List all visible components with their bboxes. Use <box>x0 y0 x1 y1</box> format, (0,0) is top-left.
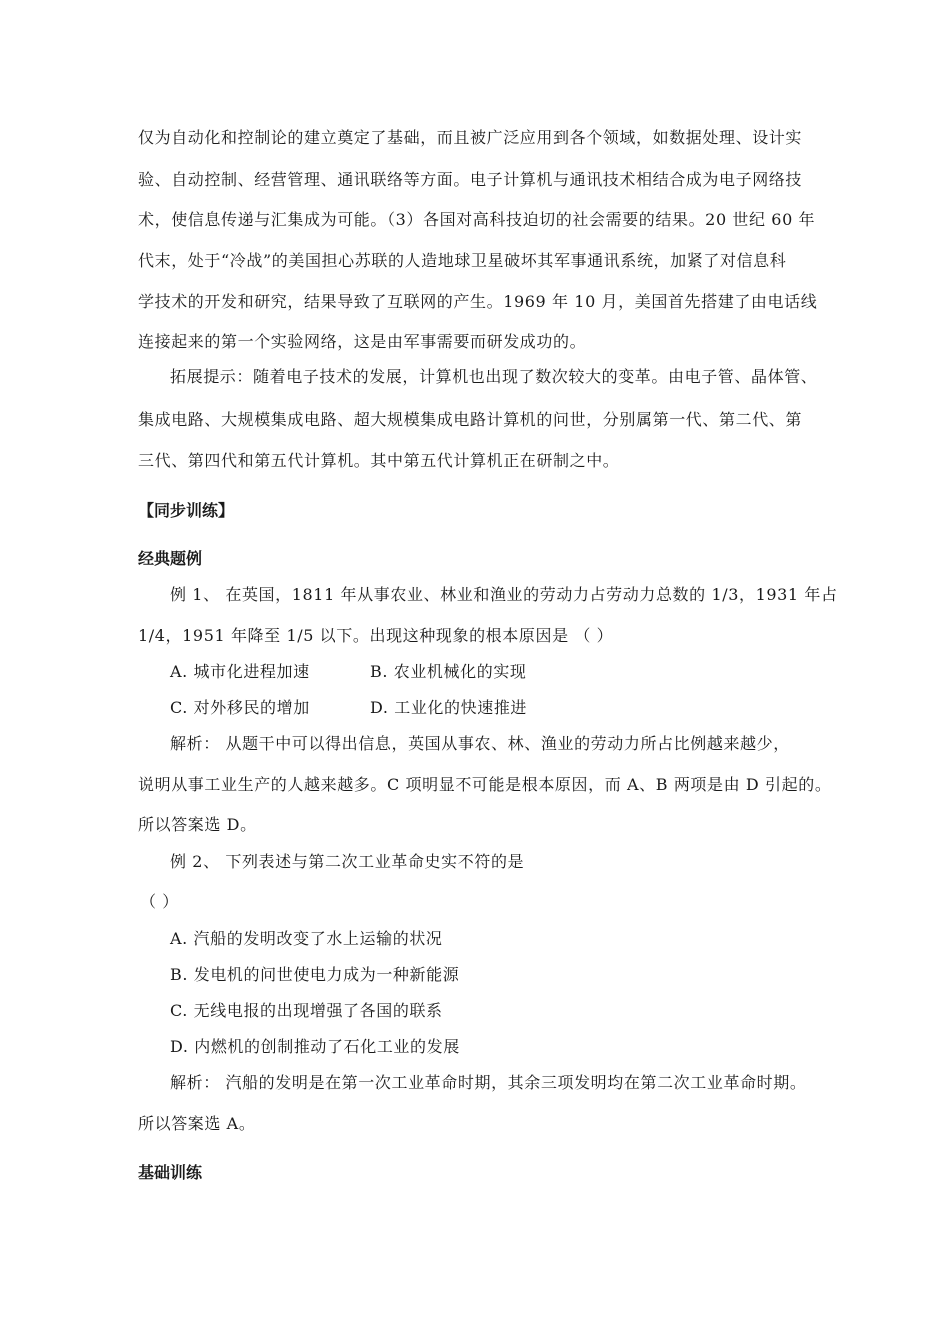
extension-line: 拓展提示：随着电子技术的发展，计算机也出现了数次较大的变革。由电子管、晶体管、 <box>170 367 818 386</box>
intro-line: 学技术的开发和研究，结果导致了互联网的产生。1969 年 10 月，美国首先搭建了由电话线 <box>138 292 818 311</box>
classic-examples-title: 经典题例 <box>138 549 203 568</box>
extension-line: 集成电路、大规模集成电路、超大规模集成电路计算机的问世，分别属第一代、第二代、第 <box>138 410 803 429</box>
intro-line: 连接起来的第一个实验网络，这是由军事需要而研发成功的。 <box>138 332 587 351</box>
example2-answer-paren: （ ） <box>140 892 179 911</box>
example1-option-d: D. 工业化的快速推进 <box>370 698 528 717</box>
example2-analysis-line: 解析： 汽船的发明是在第一次工业革命时期，其余三项发明均在第二次工业革命时期。 <box>170 1073 807 1092</box>
intro-line: 术，使信息传递与汇集成为可能。（3）各国对高科技迫切的社会需要的结果。20 世纪 60 年 <box>138 210 816 229</box>
intro-line: 验、自动控制、经营管理、通讯联络等方面。电子计算机与通讯技术相结合成为电子网络技 <box>138 170 803 189</box>
example2-option-d: D. 内燃机的创制推动了石化工业的发展 <box>170 1037 460 1056</box>
example1-option-a: A. 城市化进程加速 <box>170 662 310 681</box>
basic-training-title: 基础训练 <box>138 1163 203 1182</box>
example1-question-line: 例 1、 在英国，1811 年从事农业、林业和渔业的劳动力占劳动力总数的 1/3，1931 年占 <box>170 585 838 604</box>
section-title: 【同步训练】 <box>138 501 235 520</box>
intro-line: 代末，处于“冷战”的美国担心苏联的人造地球卫星破坏其军事通讯系统，加紧了对信息科 <box>138 251 787 270</box>
example2-option-a: A. 汽船的发明改变了水上运输的状况 <box>170 929 443 948</box>
example1-option-c: C. 对外移民的增加 <box>170 698 310 717</box>
example1-option-b: B. 农业机械化的实现 <box>370 662 527 681</box>
example1-question-line: 1/4，1951 年降至 1/5 以下。出现这种现象的根本原因是 （ ） <box>138 626 614 645</box>
example1-analysis-line: 说明从事工业生产的人越来越多。C 项明显不可能是根本原因，而 A、B 两项是由 D 引起的。 <box>138 775 832 794</box>
example2-question: 例 2、 下列表述与第二次工业革命史实不符的是 <box>170 852 525 871</box>
example2-analysis-line: 所以答案选 A。 <box>138 1114 256 1133</box>
extension-line: 三代、第四代和第五代计算机。其中第五代计算机正在研制之中。 <box>138 451 620 470</box>
example2-option-b: B. 发电机的问世使电力成为一种新能源 <box>170 965 460 984</box>
intro-line: 仅为自动化和控制论的建立奠定了基础，而且被广泛应用到各个领域，如数据处理、设计实 <box>138 128 803 147</box>
example1-analysis-line: 解析： 从题干中可以得出信息，英国从事农、林、渔业的劳动力所占比例越来越少， <box>170 734 790 753</box>
example1-analysis-line: 所以答案选 D。 <box>138 815 257 834</box>
example2-option-c: C. 无线电报的出现增强了各国的联系 <box>170 1001 443 1020</box>
